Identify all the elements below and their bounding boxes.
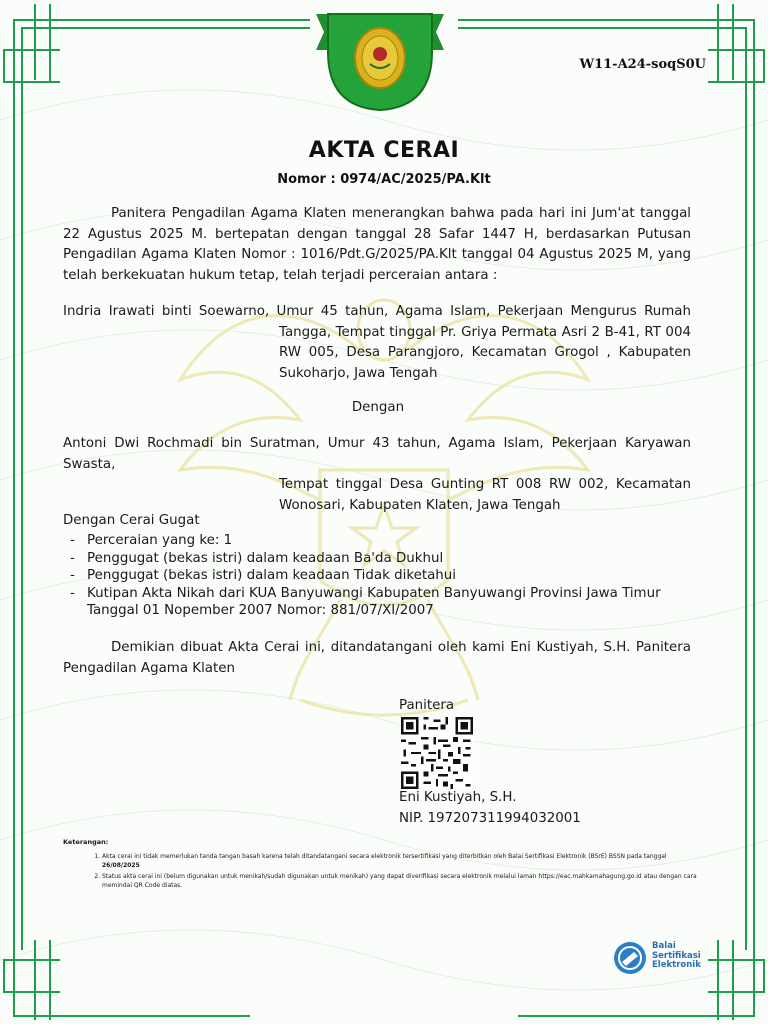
qr-code[interactable] xyxy=(401,717,473,789)
document-number: Nomor : 0974/AC/2025/PA.Klt xyxy=(277,172,491,187)
defendant-details: Tempat tinggal Desa Gunting RT 008 RW 002, Kecamatan Wonosari, Kabupaten Klaten, Jawa Tengah xyxy=(279,477,691,513)
note-item: 1. Akta cerai ini tidak memerlukan tanda tangan basah karena telah ditandatangani secara elektronik tersertifikasi yang diterbitkan oleh Balai Sertifikasi Elektronik (BSrE) BSSN pada tanggal 26/08/2025 xyxy=(102,852,707,870)
plaintiff-first-line: Indria Irawati binti Soewarno, Umur 45 tahun, Agama Islam, Pekerjaan Mengurus Rumah xyxy=(63,304,691,319)
list-item: - Perceraian yang ke: 1 xyxy=(70,533,233,548)
bsre-logo-text: Balai Sertifikasi Elektronik xyxy=(652,941,701,970)
plaintiff-details: Tangga, Tempat tinggal Pr. Griya Permata Asri 2 B-41, RT 004 RW 005, Desa Parangjoro, Kecamatan Grogol , Kabupaten Sukoharjo, Jawa Tengah xyxy=(279,324,691,381)
signatory-nip: NIP. 197207311994032001 xyxy=(399,811,581,826)
list-item: - Penggugat (bekas istri) dalam keadaan Ba'da Dukhul xyxy=(70,550,444,566)
with-label: Dengan xyxy=(351,400,405,415)
party-defendant xyxy=(63,434,691,516)
defendant-first-line: Antoni Dwi Rochmadi bin Suratman, Umur 43 tahun, Agama Islam, Pekerjaan Karyawan Swasta, xyxy=(63,436,691,472)
note-item: 2. Status akta cerai ini (belum digunakan untuk menikah/sudah digunakan untuk menikah) yang dapat diverifikasi secara elektronik melalui laman https://eac.mahkamahagung.go.id atau dengan cara memindai QR Code diatas. xyxy=(102,872,707,890)
closing-paragraph: Demikian dibuat Akta Cerai ini, ditandatangani oleh kami Eni Kustiyah, S.H. Panitera Pengadilan Agama Klaten xyxy=(63,640,691,676)
document-code: W11-A24-soqS0U xyxy=(579,57,706,72)
list-item: - Penggugat (bekas istri) dalam keadaan Tidak diketahui xyxy=(70,568,456,583)
details-list xyxy=(63,532,693,620)
signatory-name: Eni Kustiyah, S.H. xyxy=(399,790,517,805)
intro-paragraph: Panitera Pengadilan Agama Klaten menerangkan bahwa pada hari ini Jum'at tanggal 22 Agustus 2025 M. bertepatan dengan tanggal 28 Safar 1447 H, berdasarkan Putusan Pengadilan Agama Klaten Nomor : 1016/Pdt.G/2025/PA.Klt tanggal 04 Agustus 2025 M, yang telah berkekuatan hukum tetap, telah terjadi perceraian antara : xyxy=(63,206,691,283)
notes-title: Keterangan: xyxy=(63,838,109,846)
court-emblem-ribbon xyxy=(310,12,450,112)
notes-list xyxy=(89,852,707,892)
divorce-type: Dengan Cerai Gugat xyxy=(63,513,200,528)
list-item: - Kutipan Akta Nikah dari KUA Banyuwangi Kabupaten Banyuwangi Provinsi Jawa Timur Tanggal 01 Nopember 2007 Nomor: 881/07/XI/2007 xyxy=(70,585,661,618)
document-title: AKTA CERAI xyxy=(308,138,460,163)
signatory-role: Panitera xyxy=(399,698,455,713)
party-plaintiff xyxy=(63,302,691,384)
